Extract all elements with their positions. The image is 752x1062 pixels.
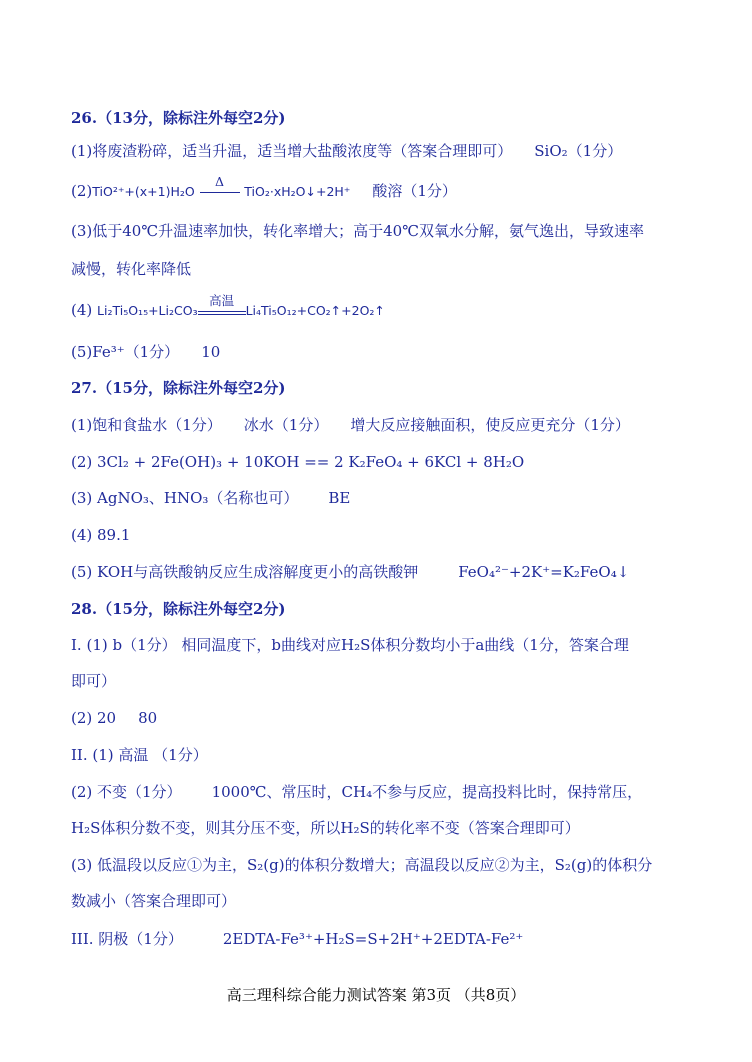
- q27-line1-a: (1)饱和食盐水（1分）: [71, 416, 222, 434]
- q27-line5: [71, 562, 629, 582]
- q27-line4: (4) 89.1: [71, 526, 131, 544]
- q26-line5: [71, 342, 220, 362]
- high-temp-condition: 高温: [209, 293, 235, 308]
- q28-line4b: H₂S体积分数不变，则其分压不变，所以H₂S的转化率不变（答案合理即可）: [71, 819, 580, 837]
- q28-line4a: [71, 782, 642, 802]
- q27-line2: (2) 3Cl₂ + 2Fe(OH)₃ + 10KOH == 2 K₂FeO₄ + 6KCl + 8H₂O: [71, 453, 525, 471]
- q28-line2-a: (2) 20: [71, 709, 117, 727]
- q27-line3: [71, 488, 350, 508]
- q26-line4: [71, 293, 385, 321]
- q27-line3-answer: BE: [328, 489, 351, 507]
- q28-line1b: 即可）: [71, 672, 117, 690]
- q26-line1: [71, 141, 622, 161]
- q26-line2-label: (2): [71, 182, 93, 200]
- q26-line1-answer: SiO₂（1分）: [534, 142, 623, 160]
- q27-line1: [71, 415, 630, 435]
- q26-equation4-right: Li₄Ti₅O₁₂+CO₂↑+2O₂↑: [245, 303, 385, 318]
- q27-line1-c: 增大反应接触面积，使反应更充分（1分）: [350, 416, 630, 434]
- q28-line5b: 数减小（答案合理即可）: [71, 892, 237, 910]
- q28-header: 28.（15分，除标注外每空2分): [71, 600, 286, 618]
- q27-line3-text: (3) AgNO₃、HNO₃（名称也可）: [71, 489, 299, 507]
- q26-line3b: 减慢，转化率降低: [71, 260, 192, 278]
- q26-line2: [71, 174, 457, 202]
- q26-line3a: (3)低于40℃升温速率加快，转化率增大；高于40℃双氧水分解，氨气逸出，导致速率: [71, 222, 644, 240]
- q28-line6-text: III. 阴极（1分）: [71, 930, 183, 948]
- q27-line1-b: 冰水（1分）: [243, 416, 329, 434]
- q26-line4-label: (4): [71, 301, 93, 319]
- page-footer: 高三理科综合能力测试答案 第3页 （共8页）: [226, 986, 526, 1004]
- q26-equation4-left: Li₂Ti₅O₁₅+Li₂CO₃: [97, 303, 198, 318]
- reaction-arrow-heat: [200, 174, 240, 198]
- q26-line2-answer: 酸溶（1分）: [372, 182, 457, 200]
- q28-line4a-text: (2) 不变（1分）: [71, 783, 182, 801]
- q27-line5-equation: FeO₄²⁻+2K⁺=K₂FeO₄↓: [458, 563, 630, 581]
- q27-header: 27.（15分，除标注外每空2分): [71, 379, 286, 397]
- heat-condition: Δ: [215, 174, 225, 189]
- q28-line4a-reason: 1000℃、常压时，CH₄不参与反应，提高投料比时，保持常压，: [211, 783, 643, 801]
- q28-line6: [71, 929, 523, 949]
- q26-equation-right: TiO₂·xH₂O↓+2H⁺: [244, 184, 351, 199]
- q26-line1-text: (1)将废渣粉碎，适当升温，适当增大盐酸浓度等（答案合理即可）: [71, 142, 513, 160]
- q26-line5-text: (5)Fe³⁺（1分）: [71, 343, 180, 361]
- q28-line3: II. (1) 高温 （1分）: [71, 746, 208, 764]
- reaction-arrow-high-temp: [198, 293, 246, 317]
- q28-line1a: I. (1) b（1分） 相同温度下，b曲线对应H₂S体积分数均小于a曲线（1分，答案合理: [71, 636, 629, 654]
- q28-line5a: (3) 低温段以反应①为主，S₂(g)的体积分数增大；高温段以反应②为主，S₂(g)的体积分: [71, 856, 653, 874]
- q28-line6-equation: 2EDTA-Fe³⁺+H₂S=S+2H⁺+2EDTA-Fe²⁺: [222, 930, 524, 948]
- q26-equation-left: TiO²⁺+(x+1)H₂O: [92, 184, 195, 199]
- q26-header: 26.（13分，除标注外每空2分): [71, 109, 286, 127]
- q26-line5-answer: 10: [201, 343, 221, 361]
- q28-line2: [71, 708, 157, 728]
- q27-line5-text: (5) KOH与高铁酸钠反应生成溶解度更小的高铁酸钾: [71, 563, 419, 581]
- q28-line2-b: 80: [138, 709, 158, 727]
